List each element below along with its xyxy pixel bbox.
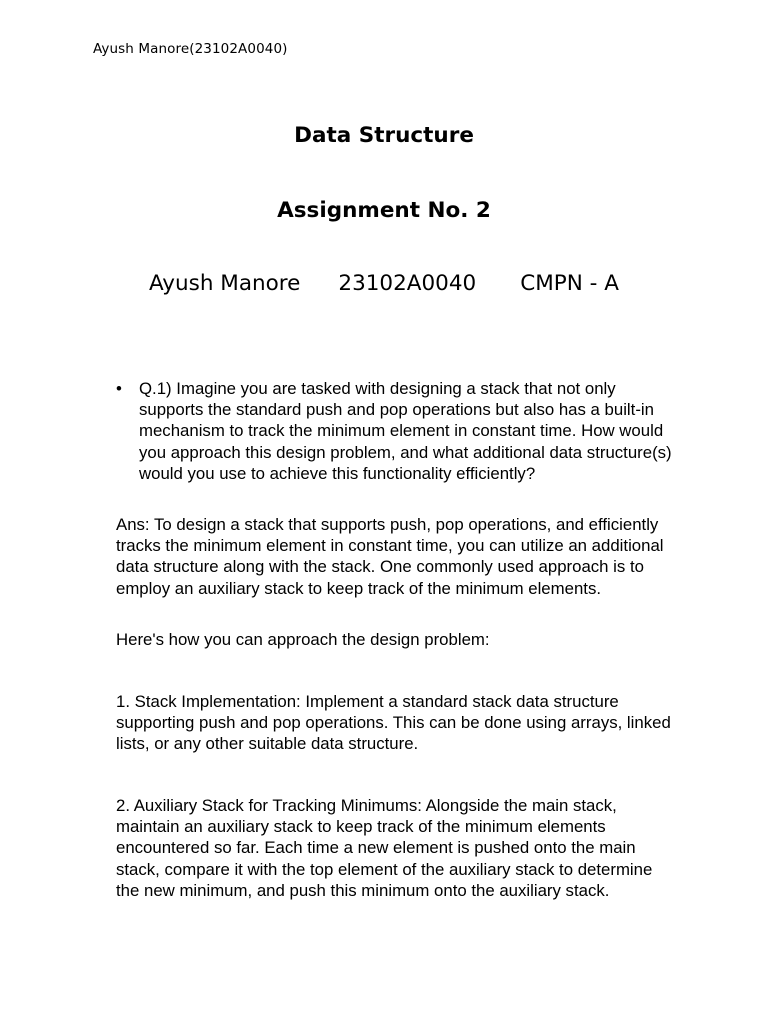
roll-number: 23102A0040 [338,271,477,296]
bullet-marker: • [116,379,122,398]
running-header: Ayush Manore(23102A0040) [93,41,288,57]
assignment-title: Assignment No. 2 [277,198,491,223]
question-paragraph: Q.1) Imagine you are tasked with designing a stack that not only supports the standard push and pop operations but also has a built-in mechanism to track the minimum element in constant time. How would you approach this design problem, and what additional data structure(s) would you use to achieve this functionality efficiently? [139,379,672,483]
author-line [0,271,768,296]
division: CMPN - A [520,271,619,296]
answer-paragraph: Ans: To design a stack that supports push, pop operations, and efficiently tracks the minimum element in constant time, you can utilize an additional data structure along with the stack. One commonly used approach is to employ an auxiliary stack to keep track of the minimum elements. [116,515,664,598]
author-name: Ayush Manore [149,271,301,296]
step-1-paragraph: 1. Stack Implementation: Implement a standard stack data structure supporting push and pop operations. This can be done using arrays, linked lists, or any other suitable data structure. [116,692,671,754]
course-title: Data Structure [294,123,474,148]
intro-paragraph: Here's how you can approach the design problem: [116,630,490,649]
step-2-paragraph: 2. Auxiliary Stack for Tracking Minimums: Alongside the main stack, maintain an auxiliary stack to keep track of the minimum elements encountered so far. Each time a new element is pushed onto the main stack, compare it with the top element of the auxiliary stack to determine the new minimum, and push this minimum onto the auxiliary stack. [116,796,653,900]
